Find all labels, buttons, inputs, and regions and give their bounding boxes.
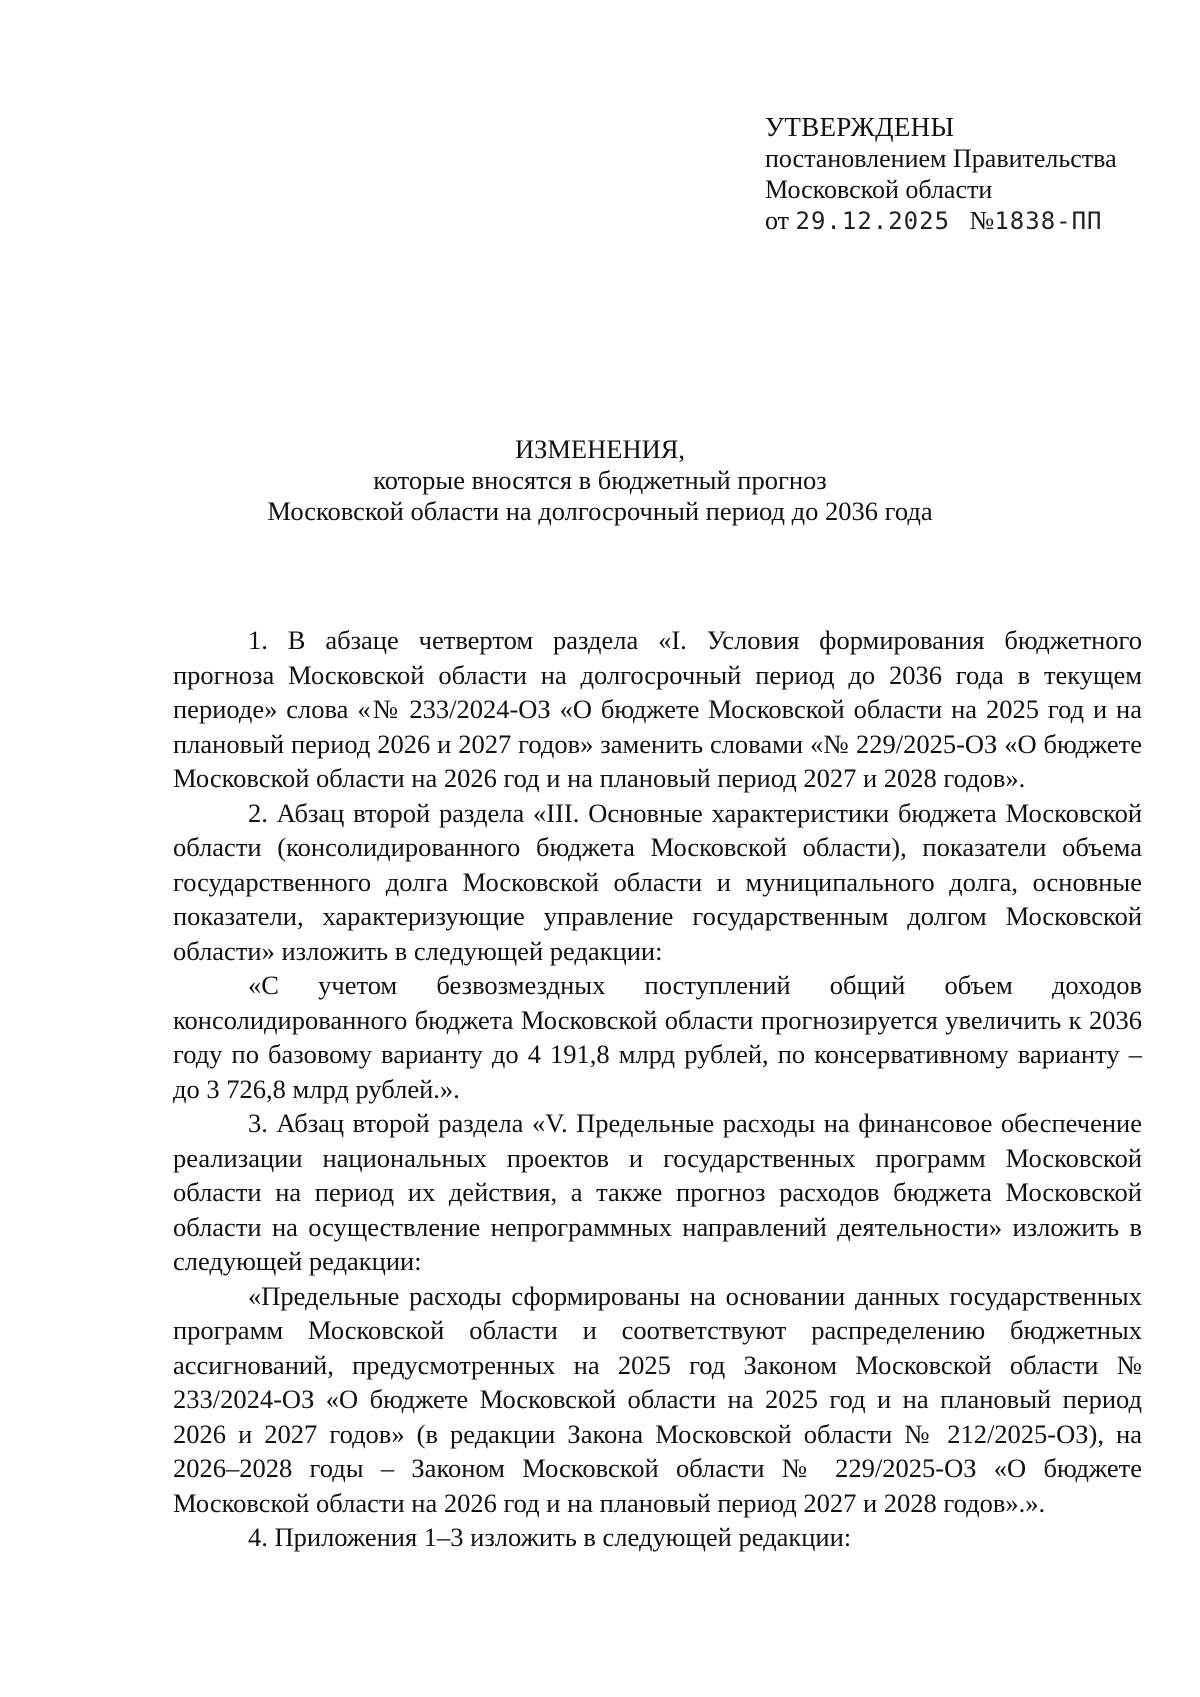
paragraph-3: 3. Абзац второй раздела «V. Предельные расходы на финансовое обеспечение реализации национальных проектов и государственных программ Московской области на период их действия, а также прогноз расходов бюджета Московской области на осуществление непрограммных направлений деятельности» изложить в следующей редакции: bbox=[173, 1108, 1142, 1276]
approval-date-line bbox=[765, 205, 1117, 237]
approval-block bbox=[765, 112, 1117, 237]
paragraph-4: 4. Приложения 1–3 изложить в следующей редакции: bbox=[248, 1522, 852, 1552]
paragraph-3-quote: «Предельные расходы сформированы на основании данных государственных программ Московской области и соответствуют распределению бюджетных ассигнований, предусмотренных на 2025 год Законом Московской области № 233/2024-ОЗ «О бюджете Московской области на 2025 год и на плановый период 2026 и 2027 годов» (в редакции Закона Московской области № 212/2025-ОЗ), на 2026–2028 годы – Законом Московской области № 229/2025-ОЗ «О бюджете Московской области на 2026 год и на плановый период 2027 и 2028 годов».». bbox=[173, 1280, 1142, 1518]
approval-date: 29.12.2025 bbox=[795, 207, 951, 235]
approval-number: 1838-ПП bbox=[994, 207, 1103, 235]
document-body bbox=[173, 623, 1142, 1555]
document-title: ИЗМЕНЕНИЯ, bbox=[514, 434, 686, 464]
document-subtitle-line-2: Московской области на долгосрочный период до 2036 года bbox=[267, 496, 933, 526]
date-prefix: от bbox=[765, 206, 790, 235]
paragraph-2-quote: «С учетом безвозмездных поступлений общий объем доходов консолидированного бюджета Московской области прогнозируется увеличить к 2036 году по базовому варианту до 4 191,8 млрд рублей, по консервативному варианту – до 3 726,8 млрд рублей.». bbox=[173, 970, 1142, 1104]
document-title-block bbox=[0, 434, 1200, 527]
paragraph-1: 1. В абзаце четвертом раздела «I. Условия формирования бюджетного прогноза Московской области на долгосрочный период до 2036 года в текущем периоде» слова «№ 233/2024-ОЗ «О бюджете Московской области на 2025 год и на плановый период 2026 и 2027 годов» заменить словами «№ 229/2025-ОЗ «О бюджете Московской области на 2026 год и на плановый период 2027 и 2028 годов». bbox=[173, 625, 1142, 793]
approval-heading: УТВЕРЖДЕНЫ bbox=[765, 112, 955, 142]
number-prefix: № bbox=[969, 206, 995, 235]
approval-line-1: постановлением Правительства bbox=[765, 144, 1117, 173]
document-subtitle-line-1: которые вносятся в бюджетный прогноз bbox=[373, 465, 827, 495]
paragraph-2: 2. Абзац второй раздела «III. Основные характеристики бюджета Московской области (консолидированного бюджета Московской области), показатели объема государственного долга Московской области и муниципального долга, основные показатели, характеризующие управление государственным долгом Московской области» изложить в следующей редакции: bbox=[173, 797, 1142, 966]
approval-line-2: Московской области bbox=[765, 175, 993, 204]
